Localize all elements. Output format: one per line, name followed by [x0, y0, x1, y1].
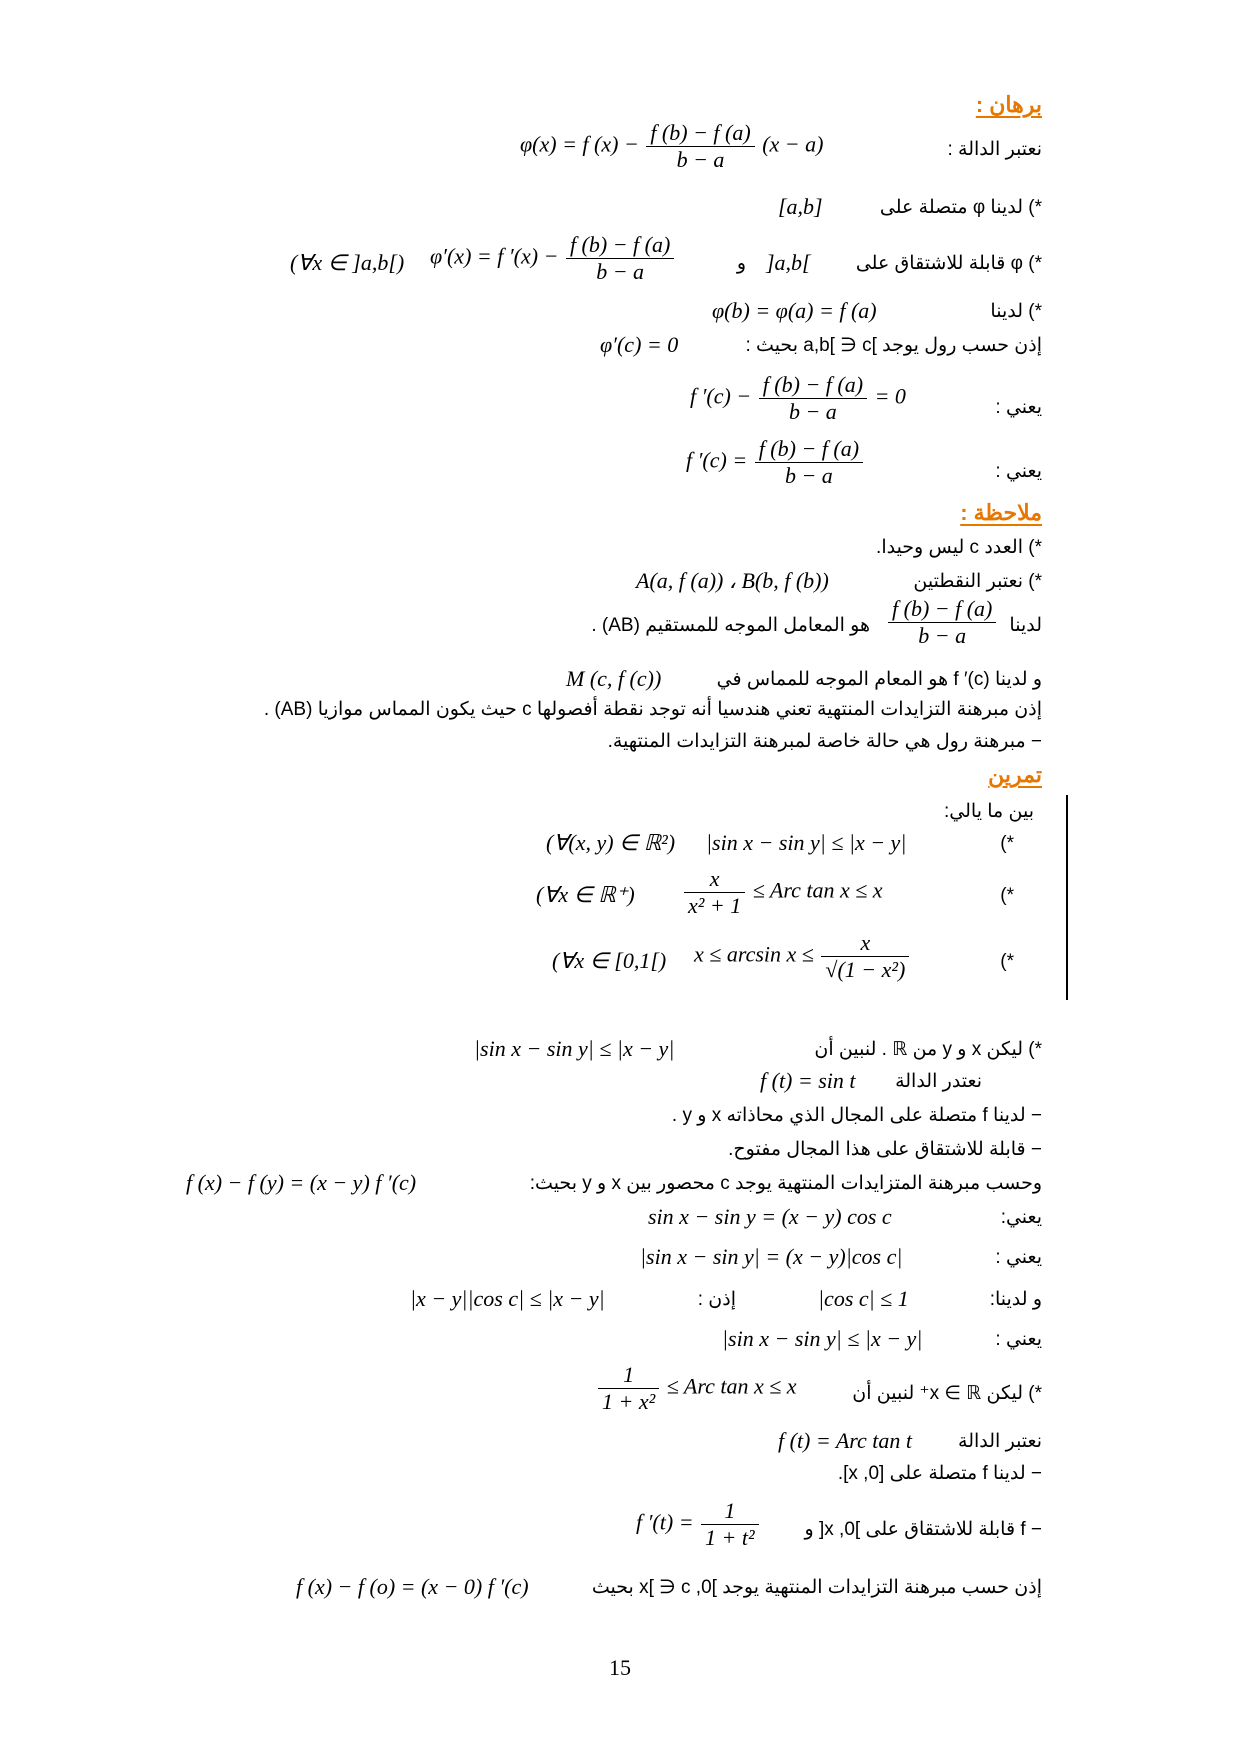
proof-line-2-text: *) لدينا φ متصلة على: [879, 197, 1042, 218]
derivative-arctan-lhs: f ′(t) =: [636, 1509, 694, 1535]
solution-line-3: − لدينا f متصلة على المجال الذي محاذاته x و y .: [671, 1105, 1042, 1126]
arctan-inequality: ≤ Arc tan x ≤ x: [752, 877, 883, 903]
solution-line-11-text: نعتبر الدالة: [958, 1431, 1042, 1452]
fraction-numerator: f (b) − f (a): [566, 232, 674, 259]
fraction-denominator: b − a: [918, 623, 967, 648]
proof-heading: برهان :: [975, 92, 1042, 117]
solution-line-4: − قابلة للاشتقاق على هذا المجال مفتوح.: [728, 1139, 1042, 1160]
note-line-5: إذن مبرهنة التزايدات المنتهية تعني هندسيا أنه توجد نقطة أفصولها c حيث يكون المماس موازيا (AB) .: [263, 699, 1042, 720]
proof-line-5-text: إذن حسب رول يوجد ]a,b[ ∋ c بحيث :: [745, 335, 1042, 356]
mvt-result-lhs: f ′(c) =: [686, 447, 748, 473]
solution-line-10-text: *) ليكن x ∈ ℝ⁺ لنبين أن: [852, 1383, 1042, 1404]
fraction: [755, 436, 863, 489]
fraction: [598, 1362, 659, 1415]
note-line-4-point: M (c, f (c)): [566, 666, 662, 691]
exercise-item-3-quantifier: (∀x ∈ [0,1[): [552, 948, 667, 973]
fraction-numerator: f (b) − f (a): [888, 596, 996, 623]
exercise-item-3-star: *): [1000, 951, 1014, 972]
proof-line-1-text: نعتبر الدالة :: [947, 139, 1042, 160]
fraction: [821, 930, 909, 983]
fraction-numerator: f (b) − f (a): [755, 436, 863, 463]
proof-line-7-math: [686, 436, 865, 489]
solution-line-8-math-2: |x − y||cos c| ≤ |x − y|: [410, 1286, 605, 1311]
fraction-numerator: f (b) − f (a): [759, 372, 867, 399]
solution-line-12: − لدينا f متصلة على [0, x].: [837, 1463, 1042, 1484]
proof-line-4-math: φ(b) = φ(a) = f (a): [712, 298, 877, 323]
exercise-margin-bar: [1066, 795, 1068, 1000]
solution-line-8-text: و لدينا:: [989, 1289, 1042, 1310]
fraction-denominator: b − a: [676, 147, 725, 172]
fraction-denominator: b − a: [596, 259, 645, 284]
fraction: [566, 232, 674, 285]
exercise-intro: بين ما يالي:: [944, 801, 1034, 822]
note-heading: ملاحظة :: [960, 500, 1042, 525]
solution-line-1-math: |sin x − sin y| ≤ |x − y|: [474, 1036, 675, 1061]
exercise-item-2-star: *): [1000, 885, 1014, 906]
fraction: [888, 596, 996, 649]
solution-line-13-text: − f قابلة للاشتقاق على ]0, x[ و: [804, 1519, 1042, 1540]
fraction-denominator: b − a: [788, 399, 837, 424]
mvt-lhs: f ′(c) −: [690, 383, 752, 409]
exercise-item-3-math: [694, 930, 911, 983]
arctan-bound: ≤ Arc tan x ≤ x: [666, 1373, 797, 1399]
proof-line-7-text: يعني :: [995, 461, 1042, 482]
note-line-1: *) العدد c ليس وحيدا.: [876, 537, 1042, 558]
solution-line-11-math: f (t) = Arc tan t: [778, 1428, 912, 1453]
solution-line-10-math: [596, 1362, 797, 1415]
exercise-item-1-math: |sin x − sin y| ≤ |x − y|: [706, 830, 907, 855]
fraction-denominator: 1 + t²: [705, 1525, 755, 1550]
proof-line-3-quantifier: (∀x ∈ ]a,b[): [290, 250, 405, 275]
exercise-item-2-quantifier: (∀x ∈ ℝ⁺): [536, 882, 635, 907]
solution-line-2-math: f (t) = sin t: [760, 1068, 856, 1093]
exercise-item-2-math: [682, 866, 883, 919]
fraction: [646, 120, 754, 173]
proof-line-2-math: [a,b]: [778, 194, 823, 219]
solution-line-6-text: يعني:: [1000, 1207, 1042, 1228]
solution-line-14-text: إذن حسب مبرهنة التزايدات المنتهية يوجد ]0, x[ ∋ c بحيث: [591, 1577, 1042, 1598]
derivative-lhs: φ′(x) = f ′(x) −: [430, 243, 559, 269]
proof-line-6-text: يعني :: [995, 397, 1042, 418]
solution-line-8-then: إذن :: [697, 1289, 736, 1310]
page-number: 15: [609, 1655, 631, 1680]
exercise-item-1-quantifier: (∀(x, y) ∈ ℝ²): [546, 830, 676, 855]
solution-line-8-math-1: |cos c| ≤ 1: [818, 1286, 909, 1311]
solution-line-5-math: f (x) − f (y) = (x − y) f ′(c): [186, 1170, 417, 1195]
note-line-2-text: *) نعتبر النقطتين: [913, 571, 1042, 592]
note-line-3-tail: هو المعامل الموجه للمستقيم (AB) .: [591, 615, 870, 636]
proof-line-6-math: [690, 372, 906, 425]
fraction-numerator: 1: [598, 1362, 659, 1389]
proof-line-3-interval: ]a,b[: [766, 250, 811, 275]
fraction-numerator: f (b) − f (a): [646, 120, 754, 147]
fraction: [701, 1498, 759, 1551]
proof-line-4-text: *) لدينا: [990, 301, 1042, 322]
fraction-numerator: 1: [701, 1498, 759, 1525]
note-line-4-text: و لدينا f ′(c) هو المعام الموجه للمماس في: [716, 669, 1042, 690]
fraction-denominator: √(1 − x²): [825, 957, 906, 982]
arcsin-inequality: x ≤ arcsin x ≤: [694, 941, 814, 967]
proof-line-5-math: φ′(c) = 0: [600, 332, 679, 357]
proof-line-1-math: [520, 120, 823, 173]
phi-definition-tail: (x − a): [762, 131, 824, 157]
proof-line-3-and: و: [736, 253, 746, 274]
mvt-rhs: = 0: [874, 383, 906, 409]
note-line-6: − مبرهنة رول هي حالة خاصة لمبرهنة التزايدات المنتهية.: [607, 731, 1042, 752]
note-line-3-text: لدينا: [1009, 615, 1042, 636]
fraction: [759, 372, 867, 425]
fraction-numerator: x: [821, 930, 909, 957]
note-line-3-fraction: [886, 596, 998, 649]
fraction-denominator: x² + 1: [688, 893, 742, 918]
fraction: [684, 866, 745, 919]
solution-line-9-text: يعني :: [995, 1329, 1042, 1350]
note-line-2-points: A(a, f (a)) ، B(b, f (b)): [636, 568, 829, 593]
solution-line-9-math: |sin x − sin y| ≤ |x − y|: [722, 1326, 923, 1351]
proof-line-3-derivative: [430, 232, 676, 285]
solution-line-7-math: |sin x − sin y| = (x − y)|cos c|: [640, 1244, 903, 1269]
fraction-denominator: 1 + x²: [602, 1389, 656, 1414]
solution-line-7-text: يعني :: [995, 1247, 1042, 1268]
phi-definition-lhs: φ(x) = f (x) −: [520, 131, 639, 157]
exercise-heading: تمرين: [988, 762, 1042, 787]
solution-line-1-text: *) ليكن x و y من ℝ . لنبين أن: [814, 1039, 1042, 1060]
solution-line-2-text: نعتدر الدالة: [895, 1071, 982, 1092]
fraction-numerator: x: [684, 866, 745, 893]
solution-line-13-math: [636, 1498, 761, 1551]
proof-line-3-text: *) φ قابلة للاشتقاق على: [855, 253, 1042, 274]
solution-line-14-math: f (x) − f (o) = (x − 0) f ′(c): [296, 1574, 529, 1599]
exercise-item-1-star: *): [1000, 833, 1014, 854]
solution-line-5-text: وحسب مبرهنة المتزايدات المنتهية يوجد c محصور بين x و y بحيث:: [529, 1173, 1042, 1194]
solution-line-6-math: sin x − sin y = (x − y) cos c: [648, 1204, 892, 1229]
fraction-denominator: b − a: [784, 463, 833, 488]
